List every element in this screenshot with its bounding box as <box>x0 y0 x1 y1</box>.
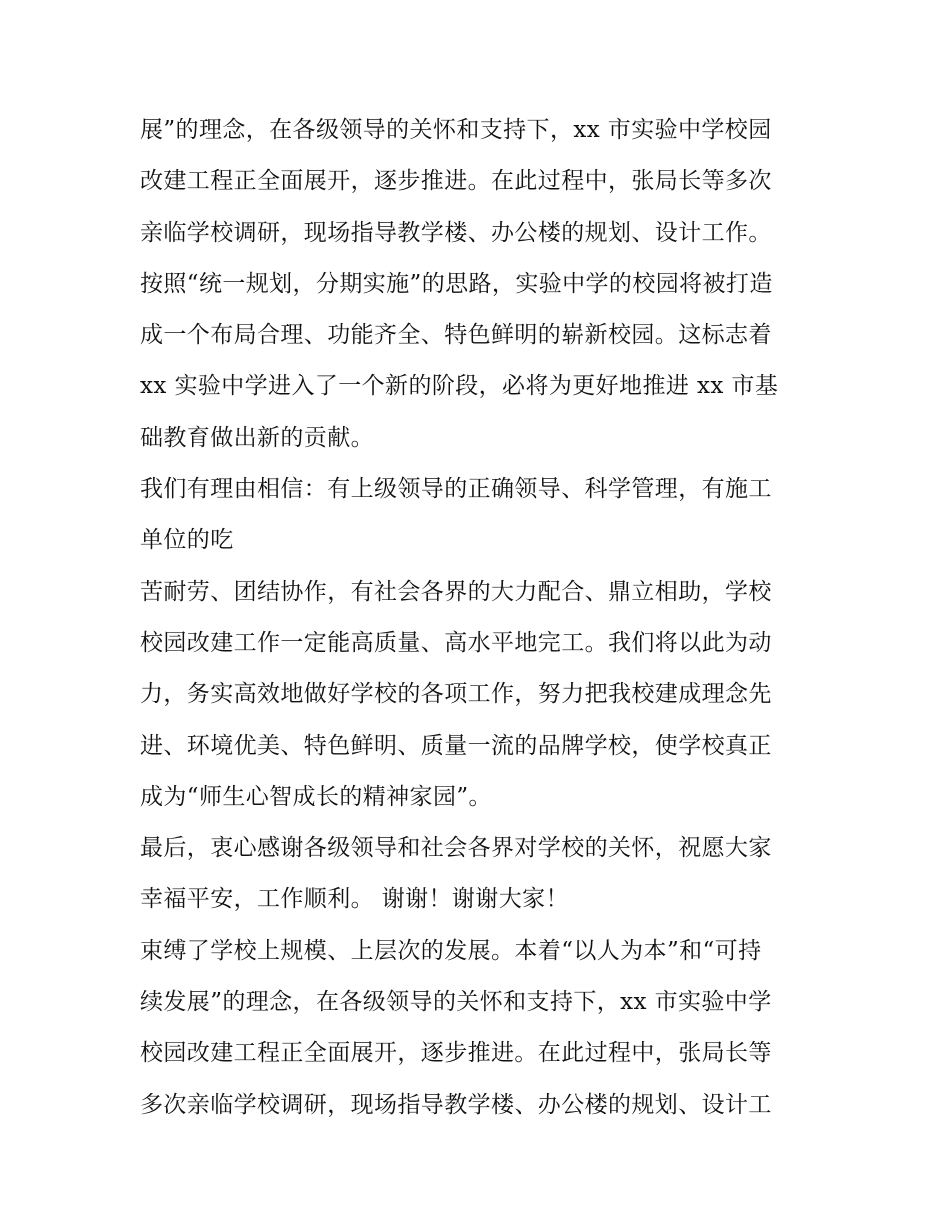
text-line: 续发展”的理念，在各级领导的关怀和支持下，xx 市实验中学 <box>140 989 772 1016</box>
text-line: 进、环境优美、特色鲜明、质量一流的品牌学校，使学校真正 <box>140 732 772 759</box>
text-line: xx 实验中学进入了一个新的阶段，必将为更好地推进 xx 市基 <box>140 373 779 400</box>
text-line: 力，务实高效地做好学校的各项工作，努力把我校建成理念先 <box>140 681 772 708</box>
text-line: 校园改建工程正全面展开，逐步推进。在此过程中，张局长等 <box>140 1040 772 1067</box>
text-line: 改建工程正全面展开，逐步推进。在此过程中，张局长等多次 <box>140 168 772 195</box>
body-text <box>140 107 820 1133</box>
text-line: 我们有理由相信：有上级领导的正确领导、科学管理，有施工 <box>140 476 772 503</box>
text-line: 最后，衷心感谢各级领导和社会各界对学校的关怀，祝愿大家 <box>140 835 772 862</box>
text-line: 幸福平安，工作顺利。 谢谢！谢谢大家！ <box>140 886 569 913</box>
text-line: 展”的理念，在各级领导的关怀和支持下，xx 市实验中学校园 <box>140 117 772 143</box>
text-line: 按照“统一规划，分期实施”的思路，实验中学的校园将被打造 <box>140 270 773 297</box>
text-line: 单位的吃 <box>140 527 234 554</box>
text-line: 多次亲临学校调研，现场指导教学楼、办公楼的规划、设计工 <box>140 1091 772 1118</box>
text-line: 亲临学校调研，现场指导教学楼、办公楼的规划、设计工作。 <box>140 219 772 246</box>
text-line: 成为“师生心智成长的精神家园”。 <box>140 783 492 810</box>
text-line: 校园改建工作一定能高质量、高水平地完工。我们将以此为动 <box>140 629 772 656</box>
text-line: 础教育做出新的贡献。 <box>140 424 374 451</box>
text-line: 苦耐劳、团结协作，有社会各界的大力配合、鼎立相助，学校 <box>140 578 772 605</box>
text-line: 成一个布局合理、功能齐全、特色鲜明的崭新校园。这标志着 <box>140 322 772 349</box>
text-line: 束缚了学校上规模、上层次的发展。本着“以人为本”和“可持 <box>140 937 762 964</box>
